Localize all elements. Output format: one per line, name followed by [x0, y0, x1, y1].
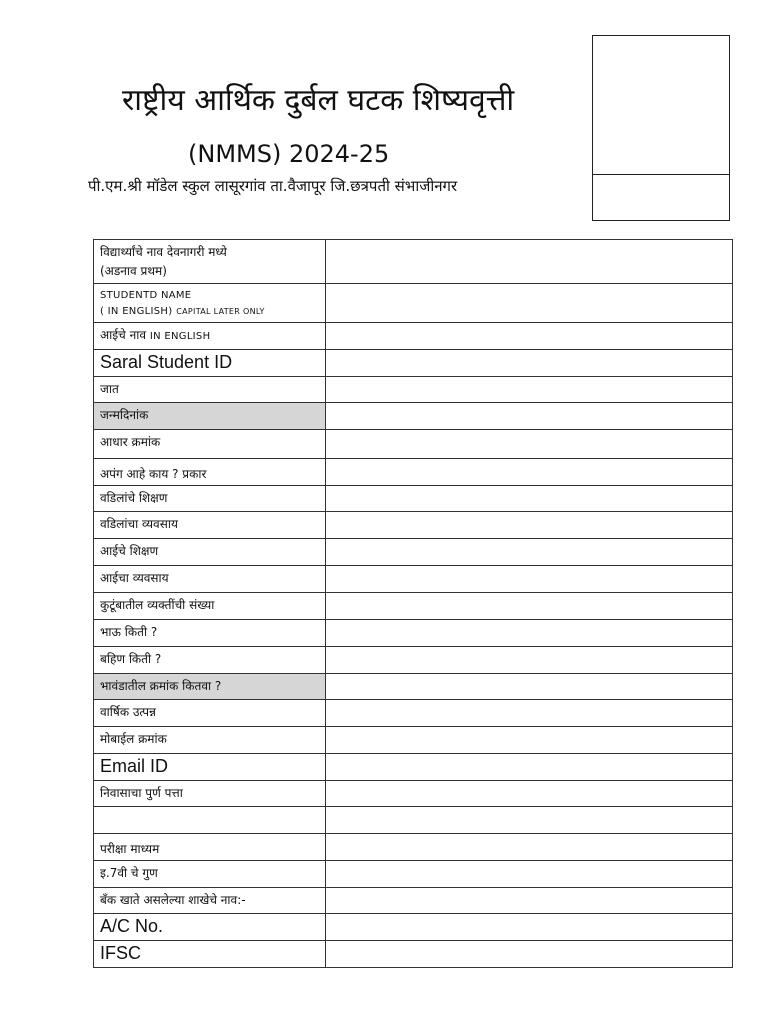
label-line: विद्यार्थ्यांचे नाव देवनागरी मध्ये	[100, 245, 227, 259]
table-row	[94, 888, 733, 914]
table-row	[94, 807, 733, 834]
table-row	[94, 941, 733, 968]
input-father-occupation[interactable]	[326, 512, 733, 539]
label-std7-marks: इ.7वी चे गुण	[94, 861, 326, 888]
label-bank-branch: बँक खाते असलेल्या शाखेचे नाव:-	[94, 888, 326, 914]
school-name: पी.एम.श्री मॉडेल स्कुल लासूरगांव ता.वैजापूर जि.छत्रपती संभाजीनगर	[88, 177, 458, 195]
input-father-education[interactable]	[326, 486, 733, 512]
table-row	[94, 593, 733, 620]
input-dob[interactable]	[326, 403, 733, 430]
signature-divider	[593, 174, 729, 175]
table-row	[94, 430, 733, 459]
input-mother-name[interactable]	[326, 323, 733, 350]
input-student-name-marathi[interactable]	[326, 240, 733, 284]
photo-box	[592, 35, 730, 221]
input-mother-education[interactable]	[326, 539, 733, 566]
label-part: आईचे नाव	[100, 328, 147, 342]
page-subtitle: (NMMS) 2024-25	[188, 140, 390, 168]
label-annual-income: वार्षिक उत्पन्न	[94, 700, 326, 727]
input-mother-occupation[interactable]	[326, 566, 733, 593]
input-ifsc[interactable]	[326, 941, 733, 968]
label-aadhar: आधार क्रमांक	[94, 430, 326, 459]
label-dob: जन्मदिनांक	[94, 403, 326, 430]
table-row	[94, 674, 733, 700]
table-row	[94, 539, 733, 566]
table-row	[94, 781, 733, 807]
table-row	[94, 727, 733, 754]
input-student-name-english[interactable]	[326, 284, 733, 323]
table-row	[94, 834, 733, 861]
label-sibling-rank: भावंडातील क्रमांक कितवा ?	[94, 674, 326, 700]
input-family-members[interactable]	[326, 593, 733, 620]
table-row	[94, 647, 733, 674]
label-mother-education: आईचे शिक्षण	[94, 539, 326, 566]
input-address[interactable]	[326, 781, 733, 807]
label-father-education: वडिलांचे शिक्षण	[94, 486, 326, 512]
table-row	[94, 323, 733, 350]
table-row	[94, 459, 733, 486]
label-mobile: मोबाईल क्रमांक	[94, 727, 326, 754]
label-father-occupation: वडिलांचा व्यवसाय	[94, 512, 326, 539]
label-line: (अडनाव प्रथम)	[100, 264, 167, 278]
label-part: ( IN ENGLISH)	[100, 306, 173, 317]
input-exam-medium[interactable]	[326, 834, 733, 861]
input-disability[interactable]	[326, 459, 733, 486]
address-continuation-cell[interactable]	[94, 807, 326, 834]
input-caste[interactable]	[326, 377, 733, 403]
label-sisters: बहिण किती ?	[94, 647, 326, 674]
input-sisters[interactable]	[326, 647, 733, 674]
label-line: STUDENTD NAME	[100, 290, 192, 301]
table-row	[94, 861, 733, 888]
label-part: IN ENGLISH	[149, 331, 211, 342]
label-mother-name	[94, 323, 326, 350]
input-bank-branch[interactable]	[326, 888, 733, 914]
input-annual-income[interactable]	[326, 700, 733, 727]
table-row	[94, 240, 733, 284]
label-ifsc: IFSC	[94, 941, 326, 968]
input-email[interactable]	[326, 754, 733, 781]
label-brothers: भाऊ किती ?	[94, 620, 326, 647]
label-line-2	[100, 303, 325, 317]
label-mother-occupation: आईचा व्यवसाय	[94, 566, 326, 593]
input-mobile[interactable]	[326, 727, 733, 754]
label-disability: अपंग आहे काय ? प्रकार	[94, 459, 326, 486]
label-family-members: कुटूंबातील व्यक्तींची संख्या	[94, 593, 326, 620]
label-saral-id: Saral Student ID	[94, 350, 326, 377]
table-row	[94, 754, 733, 781]
page-title: राष्ट्रीय आर्थिक दुर्बल घटक शिष्यवृत्ती	[122, 83, 515, 118]
label-student-name-english	[94, 284, 326, 323]
label-caste: जात	[94, 377, 326, 403]
input-saral-id[interactable]	[326, 350, 733, 377]
table-row	[94, 403, 733, 430]
table-row	[94, 566, 733, 593]
label-address: निवासाचा पुर्ण पत्ता	[94, 781, 326, 807]
table-row	[94, 284, 733, 323]
table-row	[94, 350, 733, 377]
input-sibling-rank[interactable]	[326, 674, 733, 700]
input-std7-marks[interactable]	[326, 861, 733, 888]
input-account-no[interactable]	[326, 914, 733, 941]
table-row	[94, 377, 733, 403]
label-part: CAPITAL LATER ONLY	[176, 307, 265, 316]
label-account-no: A/C No.	[94, 914, 326, 941]
table-row	[94, 700, 733, 727]
student-info-form	[93, 239, 733, 968]
table-row	[94, 486, 733, 512]
label-student-name-marathi	[94, 240, 326, 284]
label-email: Email ID	[94, 754, 326, 781]
table-row	[94, 512, 733, 539]
input-aadhar[interactable]	[326, 430, 733, 459]
input-brothers[interactable]	[326, 620, 733, 647]
table-row	[94, 914, 733, 941]
table-row	[94, 620, 733, 647]
input-address-continuation[interactable]	[326, 807, 733, 834]
label-exam-medium: परीक्षा माध्यम	[94, 834, 326, 861]
